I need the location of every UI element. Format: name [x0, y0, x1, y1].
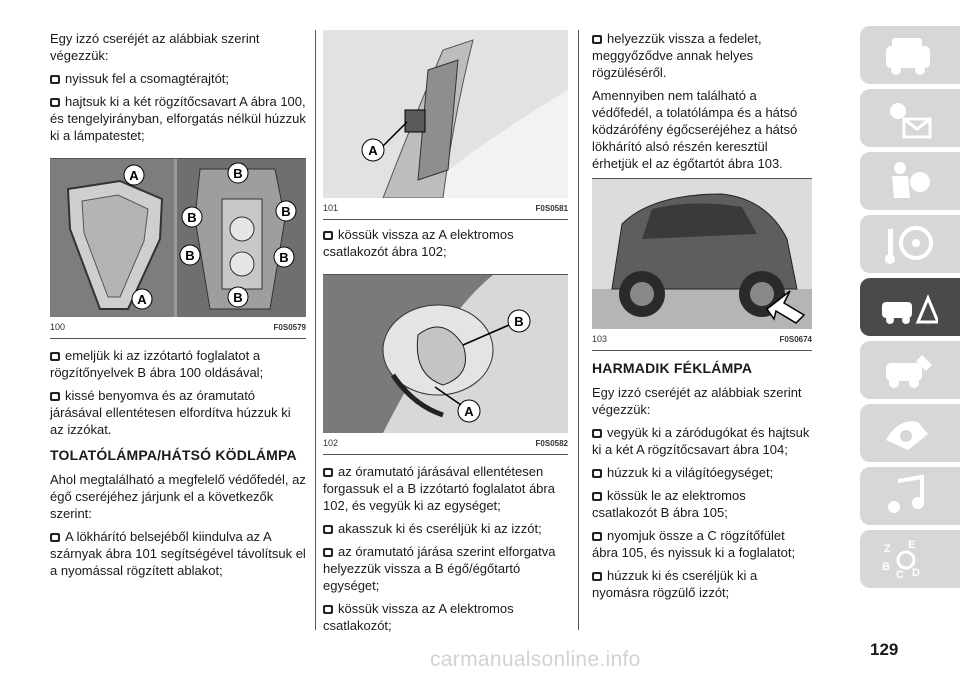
intro-text: Egy izzó cseréjét az alábbiak szerint végezzük:: [592, 385, 802, 417]
callout-label: B: [187, 210, 197, 225]
list-item: helyezzük vissza a fedelet, meggyőződve annak helyes rögzüléséről.: [592, 31, 762, 80]
list-item: nyomjuk össze a C rögzítőfület ábra 105, és nyissuk ki a foglalatot;: [592, 528, 796, 560]
list-item: kössük le az elektromos csatlakozót B ábra 105;: [592, 488, 746, 520]
callout-label: A: [129, 168, 139, 183]
warning-lights-icon[interactable]: [860, 89, 960, 147]
paragraph: Amennyiben nem található a védőfedél, a tolatólámpa és a hátsó ködzárófény égőcseréjéhez a hátsó lökhárító alsó részén keresztül érhetjük el az égőtartót ábra 103.: [592, 88, 798, 171]
bullet-icon: [592, 469, 602, 478]
car-maintenance-icon[interactable]: [860, 341, 960, 399]
callout-label: B: [514, 314, 524, 329]
callout-label: B: [185, 248, 195, 263]
watermark: carmanualsonline.info: [430, 648, 641, 671]
figure-103: [592, 178, 812, 351]
list-item: húzzuk ki és cseréljük ki a nyomásra rögzülő izzót;: [592, 568, 758, 600]
column-divider: [578, 30, 579, 630]
bullet-icon: [323, 525, 333, 534]
taillight-illustration: [50, 159, 306, 317]
list-item: emeljük ki az izzótartó foglalatot a rögzítőnyelvek B ábra 100 oldásával;: [50, 348, 264, 380]
callout-label: B: [281, 204, 291, 219]
bullet-icon: [592, 532, 602, 541]
column-divider: [315, 30, 316, 630]
list-item: az óramutató járása szerint elforgatva helyezzük vissza a B égő/égőtartó egységet;: [323, 544, 556, 593]
bullet-icon: [50, 392, 60, 401]
page-number: 129: [870, 640, 899, 659]
bullet-icon: [323, 468, 333, 477]
svg-text:D: D: [912, 567, 920, 579]
bullet-icon: [323, 548, 333, 557]
bullet-icon: [50, 98, 60, 107]
list-item: az óramutató járásával ellentétesen forgassuk el a B izzótartó foglalatot ábra 102, és vegyük ki az egységet;: [323, 464, 555, 513]
multimedia-music-icon[interactable]: [860, 467, 960, 525]
list-item: hajtsuk ki a két rögzítőcsavart A ábra 100, és tengelyirányban, elforgatás nélkül húzzuk ki a lámpatestet;: [50, 94, 306, 143]
bullet-icon: [323, 605, 333, 614]
svg-text:Z: Z: [884, 543, 891, 555]
list-item: kössük vissza az A elektromos csatlakozót ábra 102;: [323, 227, 514, 259]
alphabetical-index-icon[interactable]: [860, 530, 960, 588]
bullet-icon: [592, 492, 602, 501]
callout-label: B: [233, 166, 243, 181]
svg-text:C: C: [896, 569, 904, 581]
car-rear-illustration: [592, 179, 812, 329]
callout-label: B: [233, 290, 243, 305]
bullet-icon: [592, 35, 602, 44]
list-item: kissé benyomva és az óramutató járásával ellentétesen elfordítva húzzuk ki az izzókat.: [50, 388, 291, 437]
callout-label: B: [279, 250, 289, 265]
bullet-icon: [592, 429, 602, 438]
bullet-icon: [592, 572, 602, 581]
figure-102: [323, 274, 568, 455]
bullet-icon: [50, 352, 60, 361]
figure-caption: 101 F0S0581: [323, 203, 568, 213]
bullet-icon: [323, 231, 333, 240]
list-item: nyissuk fel a csomagtérajtót;: [50, 70, 306, 87]
figure-caption: 100 F0S0579: [50, 322, 306, 332]
bullet-icon: [50, 533, 60, 542]
steering-wheel-key-icon[interactable]: [860, 215, 960, 273]
callout-label: A: [137, 292, 147, 307]
intro-text: Egy izzó cseréjét az alábbiak szerint végezzük:: [50, 31, 260, 63]
list-item: akasszuk ki és cseréljük ki az izzót;: [323, 520, 568, 537]
section-heading: TOLATÓLÁMPA/HÁTSÓ KÖDLÁMPA: [50, 447, 297, 463]
column-1: [50, 30, 306, 585]
list-item: húzzuk ki a világítóegységet;: [592, 464, 812, 481]
figure-100: [50, 158, 306, 339]
list-item: vegyük ki a záródugókat és hajtsuk ki a két A rögzítőcsavart ábra 104;: [592, 425, 810, 457]
bullet-icon: [50, 75, 60, 84]
callout-label: A: [368, 143, 378, 158]
figure-caption: 102 F0S0582: [323, 438, 568, 448]
list-item: A lökhárító belsejéből kiindulva az A szárnyak ábra 101 segítségével távolítsuk el a nyomással rögzített ablakot;: [50, 529, 306, 578]
svg-text:E: E: [908, 539, 916, 551]
technical-data-icon[interactable]: [860, 404, 960, 462]
figure-101: [323, 30, 568, 220]
breakdown-emergency-icon[interactable]: [860, 278, 960, 336]
airbag-seat-icon[interactable]: [860, 152, 960, 210]
car-dashboard-icon[interactable]: [860, 26, 960, 84]
figure-caption: 103 F0S0674: [592, 334, 812, 344]
chapter-tabs: [860, 26, 960, 593]
section-heading: HARMADIK FÉKLÁMPA: [592, 360, 753, 376]
bumper-window-illustration: [323, 30, 568, 198]
callout-label: A: [464, 404, 474, 419]
column-2: [323, 30, 568, 640]
bulb-holder-illustration: [323, 275, 568, 433]
paragraph: Ahol megtalálható a megfelelő védőfedél, az égő cseréjéhez járjunk el a következők szerint:: [50, 472, 306, 521]
column-3: [592, 30, 812, 607]
svg-text:B: B: [882, 561, 890, 573]
list-item: kössük vissza az A elektromos csatlakozót;: [323, 601, 514, 633]
